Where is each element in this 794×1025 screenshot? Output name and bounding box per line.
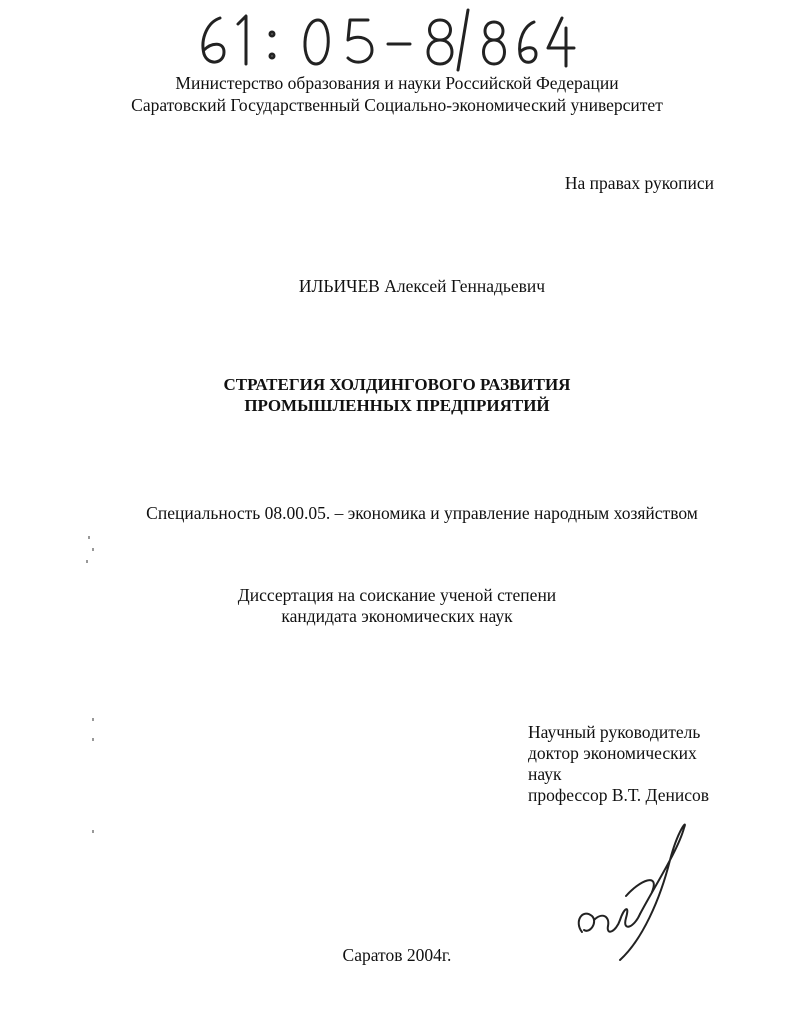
scan-speck: [88, 536, 90, 539]
advisor-name: профессор В.Т. Денисов: [528, 785, 709, 805]
dissertation-title-line-2: ПРОМЫШЛЕННЫХ ПРЕДПРИЯТИЙ: [244, 396, 550, 415]
city-year: Саратов 2004г.: [342, 945, 452, 965]
handwritten-archive-number: [190, 4, 590, 72]
scan-speck: [92, 718, 94, 721]
scan-speck: [92, 830, 94, 833]
specialty: Специальность 08.00.05. – экономика и управление народным хозяйством: [146, 503, 698, 523]
university-name: Саратовский Государственный Социально-экономический университет: [131, 95, 663, 115]
scan-speck: [92, 738, 94, 741]
dissertation-title-line-1: СТРАТЕГИЯ ХОЛДИНГОВОГО РАЗВИТИЯ: [223, 375, 571, 394]
degree-line-1: Диссертация на соискание ученой степени: [237, 585, 557, 605]
advisor-degree-cont: наук: [528, 764, 562, 784]
advisor-degree: доктор экономических: [528, 743, 697, 763]
scan-speck: [86, 560, 88, 563]
rights-note: На правах рукописи: [564, 173, 714, 193]
advisor-role: Научный руководитель: [528, 722, 701, 742]
author-name: ИЛЬИЧЕВ Алексей Геннадьевич: [298, 276, 546, 296]
scan-speck: [92, 548, 94, 551]
ministry-name: Министерство образования и науки Российской Федерации: [175, 73, 619, 93]
degree-line-2: кандидата экономических наук: [281, 606, 513, 626]
